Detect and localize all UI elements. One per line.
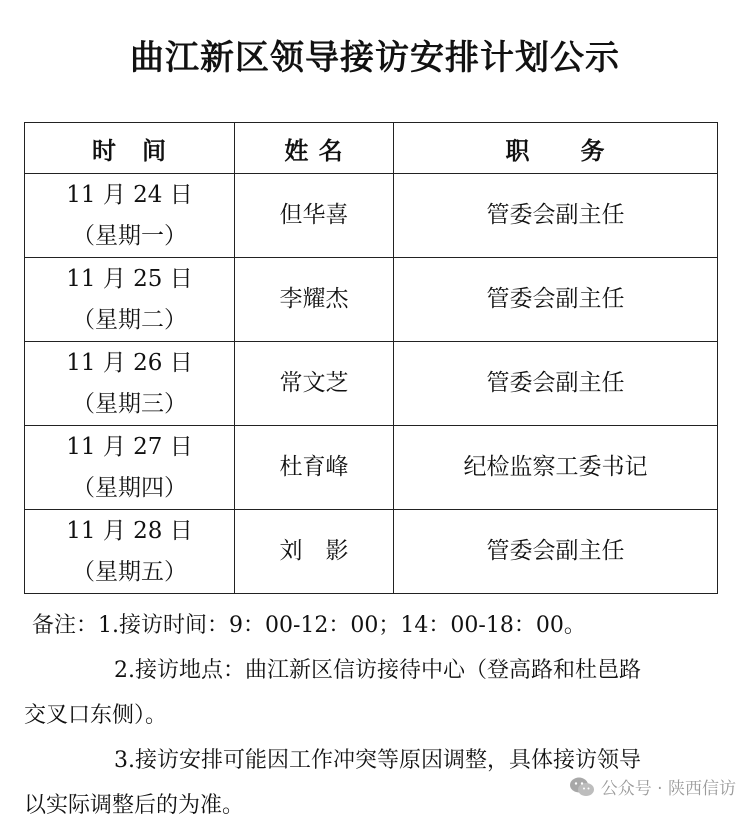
date-text: 11 月 24 日 xyxy=(66,181,193,208)
note-line-3a: 3.接访安排可能因工作冲突等原因调整，具体接访领导 xyxy=(114,748,641,773)
header-time: 时 间 xyxy=(25,123,235,174)
table-row xyxy=(25,174,718,258)
position-cell: 纪检监察工委书记 xyxy=(394,426,718,510)
table-row xyxy=(25,342,718,426)
watermark xyxy=(569,774,736,799)
weekday-text: （星期三） xyxy=(72,390,187,417)
header-name: 姓 名 xyxy=(235,123,394,174)
name-cell: 但华喜 xyxy=(235,174,394,258)
position-cell: 管委会副主任 xyxy=(394,510,718,594)
watermark-text: 公众号 · 陕西信访 xyxy=(600,779,736,799)
date-cell xyxy=(25,510,235,594)
date-text: 11 月 26 日 xyxy=(66,349,193,376)
note-line-3b: 以实际调整后的为准。 xyxy=(24,793,245,818)
name-cell: 常文芝 xyxy=(235,342,394,426)
date-text: 11 月 28 日 xyxy=(66,517,193,544)
table-row xyxy=(25,510,718,594)
schedule-table xyxy=(24,122,718,594)
position-cell: 管委会副主任 xyxy=(394,174,718,258)
note-line-2a: 2.接访地点：曲江新区信访接待中心（登高路和杜邑路 xyxy=(114,658,641,683)
weekday-text: （星期四） xyxy=(72,474,187,501)
wechat-icon xyxy=(569,776,595,798)
name-cell: 杜育峰 xyxy=(235,426,394,510)
header-position: 职 务 xyxy=(394,123,718,174)
weekday-text: （星期一） xyxy=(72,222,187,249)
name-cell: 李耀杰 xyxy=(235,258,394,342)
weekday-text: （星期二） xyxy=(72,306,187,333)
note-line-1: 备注：1.接访时间：9：00-12：00；14：00-18：00。 xyxy=(32,613,586,638)
name-cell: 刘 影 xyxy=(235,510,394,594)
date-cell xyxy=(25,426,235,510)
position-cell: 管委会副主任 xyxy=(394,258,718,342)
page-title: 曲江新区领导接访安排计划公示 xyxy=(130,38,620,78)
date-text: 11 月 25 日 xyxy=(66,265,193,292)
table-row xyxy=(25,426,718,510)
date-cell xyxy=(25,258,235,342)
table-row xyxy=(25,258,718,342)
note-line-2b: 交叉口东侧）。 xyxy=(24,703,168,728)
date-cell xyxy=(25,174,235,258)
weekday-text: （星期五） xyxy=(72,558,187,585)
date-cell xyxy=(25,342,235,426)
date-text: 11 月 27 日 xyxy=(66,433,193,460)
table-header-row xyxy=(25,123,718,174)
position-cell: 管委会副主任 xyxy=(394,342,718,426)
